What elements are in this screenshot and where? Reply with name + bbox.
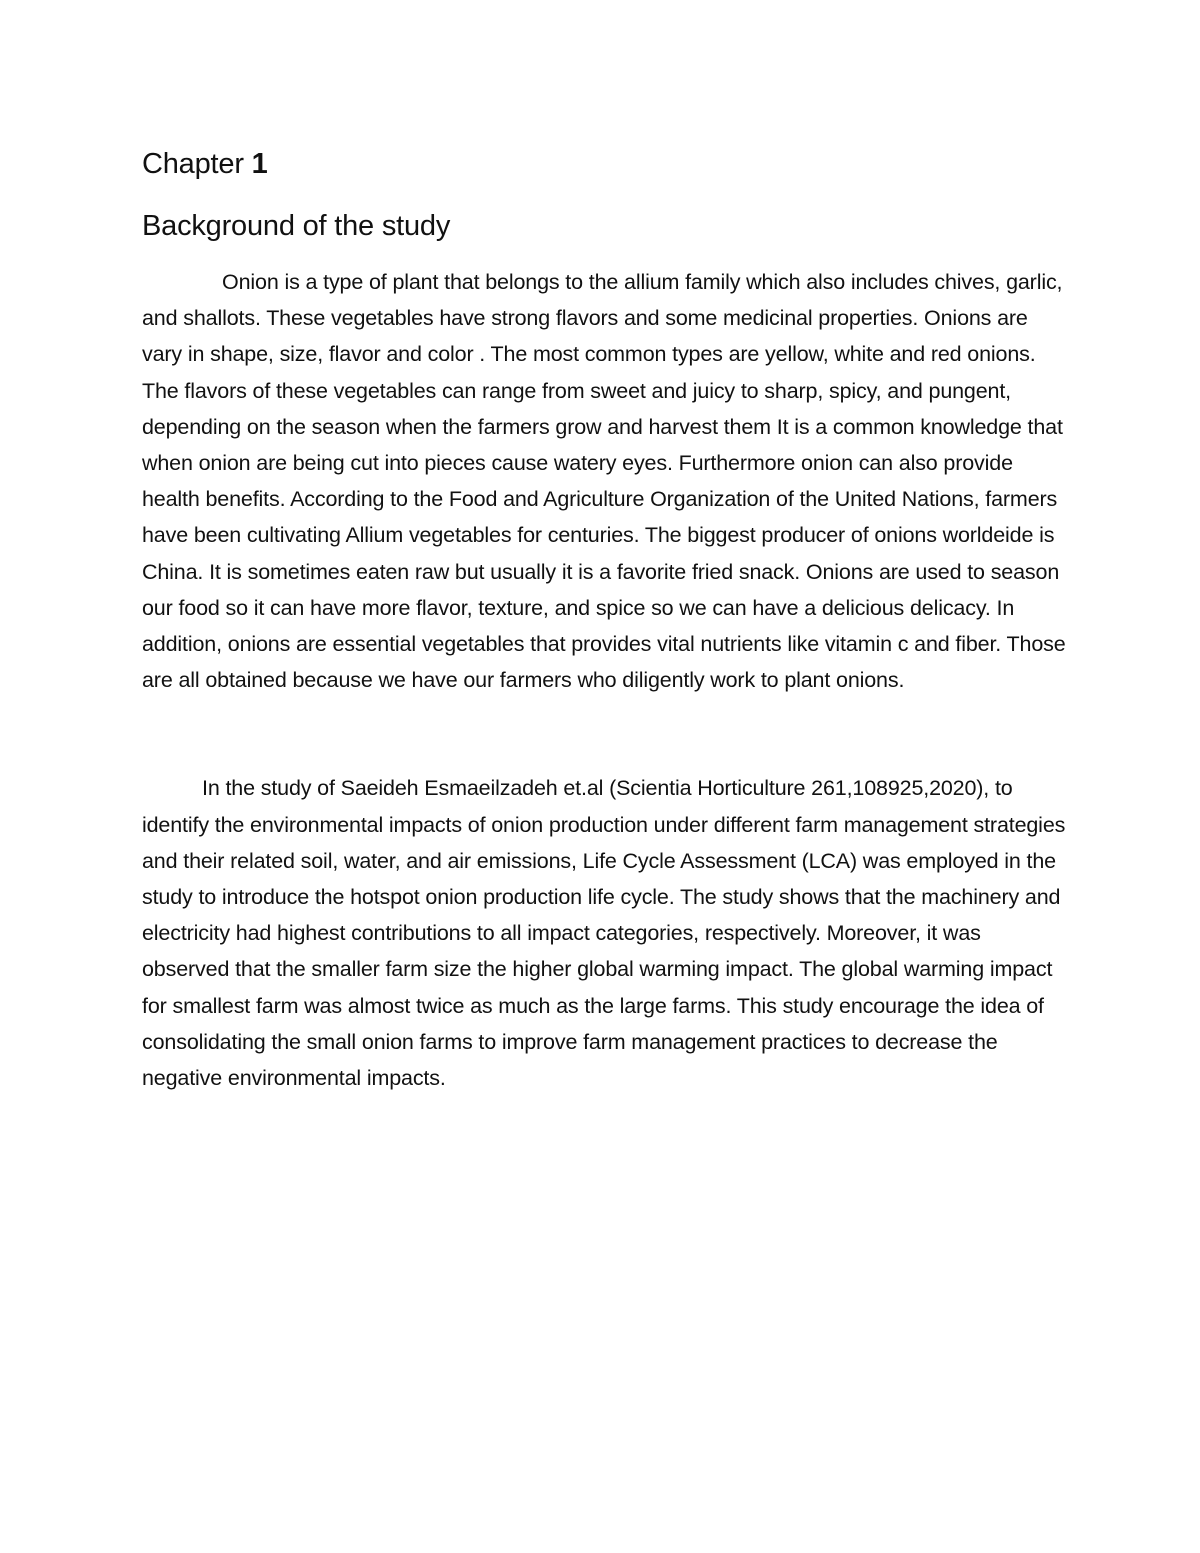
chapter-heading [142,140,1067,188]
chapter-label: Chapter [142,148,244,180]
chapter-number: 1 [251,148,268,180]
paragraph-background: Onion is a type of plant that belongs to the allium family which also includes chives, garlic, and shallots. These vegetables have strong flavors and some medicinal properties. Onions are vary in shape, size, flavor and color . The most common types are yellow, white and red onions. The flavors of these vegetables can range from sweet and juicy to sharp, spicy, and pungent, depending on the season when the farmers grow and harvest them It is a common knowledge that when onion are being cut into pieces cause watery eyes. Furthermore onion can also provide health benefits. According to the Food and Agriculture Organization of the United Nations, farmers have been cultivating Allium vegetables for centuries. The biggest producer of onions worldeide is China. It is sometimes eaten raw but usually it is a favorite fried snack. Onions are used to season our food so it can have more flavor, texture, and spice so we can have a delicious delicacy. In addition, onions are essential vegetables that provides vital nutrients like vitamin c and fiber. Those are all obtained because we have our farmers who diligently work to plant onions. [142,270,1066,693]
section-title: Background of the study [142,210,451,242]
document-body [142,140,1067,1096]
paragraph-study-review: In the study of Saeideh Esmaeilzadeh et.al (Scientia Horticulture 261,108925,2020), to identify the environmental impacts of onion production under different farm management strategies and their related soil, water, and air emissions, Life Cycle Assessment (LCA) was employed in the study to introduce the hotspot onion production life cycle. The study shows that the machinery and electricity had highest contributions to all impact categories, respectively. Moreover, it was observed that the smaller farm size the higher global warming impact. The global warming impact for smallest farm was almost twice as much as the large farms. This study encourage the idea of consolidating the small onion farms to improve farm management practices to decrease the negative environmental impacts. [142,776,1066,1091]
